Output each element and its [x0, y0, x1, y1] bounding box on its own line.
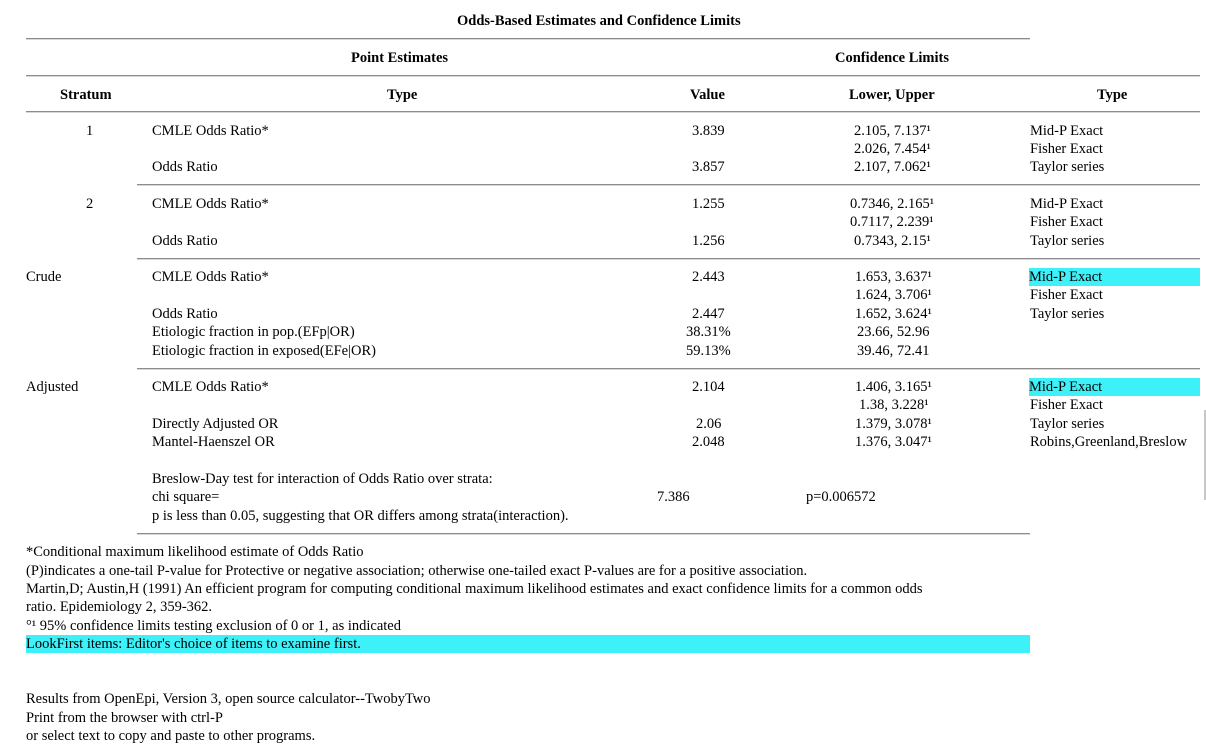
confidence-limits: 1.379, 3.078¹: [855, 416, 932, 432]
lookfirst-legend: LookFirst items: Editor's choice of items to examine first.: [26, 635, 1030, 653]
estimate-type: CMLE Odds Ratio*: [152, 379, 269, 395]
estimate-value: 1.256: [692, 233, 725, 249]
column-header-lower-upper: Lower, Upper: [849, 87, 935, 103]
estimate-value: 2.104: [692, 379, 725, 395]
estimate-type: CMLE Odds Ratio*: [152, 269, 269, 285]
confidence-limits: 1.376, 3.047¹: [855, 434, 932, 450]
ci-type: Taylor series: [1030, 416, 1105, 432]
confidence-limits-header: Confidence Limits: [835, 50, 949, 66]
estimate-type: CMLE Odds Ratio*: [152, 196, 269, 212]
confidence-limits: 0.7117, 2.239¹: [850, 214, 934, 230]
column-header-stratum: Stratum: [60, 87, 112, 103]
column-header-value: Value: [690, 87, 725, 103]
footnote: *Conditional maximum likelihood estimate of Odds Ratio: [26, 544, 364, 560]
estimate-type: Odds Ratio: [152, 159, 218, 175]
confidence-limits: 0.7346, 2.165¹: [850, 196, 935, 212]
stratum-label: Crude: [26, 269, 62, 285]
estimate-type: Etiologic fraction in exposed(EFe|OR): [152, 343, 376, 359]
stratum-label: 2: [86, 196, 94, 212]
estimate-value: 3.839: [692, 123, 725, 139]
divider: [26, 38, 1030, 40]
confidence-limits: 1.406, 3.165¹: [855, 379, 932, 395]
estimate-type: Mantel-Haenszel OR: [152, 434, 275, 450]
stratum-label: 1: [86, 123, 94, 139]
column-header-ci-type: Type: [1097, 87, 1128, 103]
ci-type: Taylor series: [1030, 233, 1105, 249]
divider: [137, 258, 1200, 260]
ci-type: Fisher Exact: [1030, 397, 1103, 413]
estimate-value: 2.443: [692, 269, 725, 285]
confidence-limits: 1.653, 3.637¹: [855, 269, 932, 285]
footnote: Martin,D; Austin,H (1991) An efficient program for computing conditional maximum likelihood estimates and exact confidence limits for a common odds: [26, 581, 923, 597]
estimate-value: 38.31%: [686, 324, 731, 340]
copy-note: or select text to copy and paste to other programs.: [26, 728, 316, 744]
point-estimates-header: Point Estimates: [351, 50, 449, 66]
estimate-type: Etiologic fraction in pop.(EFp|OR): [152, 324, 355, 340]
confidence-limits: 2.105, 7.137¹: [854, 123, 931, 139]
estimate-value: 1.255: [692, 196, 725, 212]
breslow-day-conclusion: p is less than 0.05, suggesting that OR differs among strata(interaction).: [152, 508, 569, 524]
p-value: p=0.006572: [806, 489, 876, 505]
confidence-limits: 1.652, 3.624¹: [855, 306, 932, 322]
divider: [137, 184, 1200, 186]
footnote: ratio. Epidemiology 2, 359-362.: [26, 599, 213, 615]
estimate-value: 3.857: [692, 159, 725, 175]
confidence-limits: 39.46, 72.41: [857, 343, 930, 359]
lookfirst-highlight: Mid-P Exact: [1029, 378, 1200, 396]
ci-type: Fisher Exact: [1030, 214, 1103, 230]
confidence-limits: 23.66, 52.96: [857, 324, 930, 340]
results-note: Results from OpenEpi, Version 3, open source calculator--TwobyTwo: [26, 691, 431, 707]
column-header-type: Type: [387, 87, 418, 103]
confidence-limits: 2.107, 7.062¹: [854, 159, 931, 175]
ci-type: Fisher Exact: [1030, 287, 1103, 303]
footnote: °¹ 95% confidence limits testing exclusion of 0 or 1, as indicated: [26, 618, 401, 634]
ci-type: Mid-P Exact: [1030, 196, 1104, 212]
estimate-value: 2.447: [692, 306, 725, 322]
confidence-limits: 2.026, 7.454¹: [854, 141, 931, 157]
estimate-type: Odds Ratio: [152, 306, 218, 322]
estimate-value: 2.06: [696, 416, 722, 432]
print-note: Print from the browser with ctrl-P: [26, 710, 223, 726]
confidence-limits: 1.624, 3.706¹: [855, 287, 932, 303]
ci-type: Robins,Greenland,Breslow: [1030, 434, 1188, 450]
estimate-type: Odds Ratio: [152, 233, 218, 249]
estimate-value: 59.13%: [686, 343, 731, 359]
divider: [137, 368, 1200, 370]
ci-type: Mid-P Exact: [1030, 123, 1104, 139]
breslow-day-title: Breslow-Day test for interaction of Odds Ratio over strata:: [152, 471, 493, 487]
estimate-value: 2.048: [692, 434, 725, 450]
footnote: (P)indicates a one-tail P-value for Protective or negative association; otherwise one-tailed exact P-values are for a positive association.: [26, 563, 808, 579]
estimate-type: Directly Adjusted OR: [152, 416, 279, 432]
lookfirst-highlight: Mid-P Exact: [1029, 268, 1200, 286]
divider: [26, 111, 1200, 113]
ci-type: Fisher Exact: [1030, 141, 1103, 157]
page-title: Odds-Based Estimates and Confidence Limits: [457, 13, 741, 29]
chi-square-label: chi square=: [152, 489, 220, 505]
divider: [137, 533, 1030, 535]
divider: [26, 75, 1200, 77]
estimate-type: CMLE Odds Ratio*: [152, 123, 269, 139]
ci-type: Taylor series: [1030, 306, 1105, 322]
confidence-limits: 1.38, 3.228¹: [859, 397, 929, 413]
chi-square-value: 7.386: [657, 489, 690, 505]
confidence-limits: 0.7343, 2.15¹: [854, 233, 931, 249]
ci-type: Taylor series: [1030, 159, 1105, 175]
stratum-label: Adjusted: [26, 379, 79, 395]
